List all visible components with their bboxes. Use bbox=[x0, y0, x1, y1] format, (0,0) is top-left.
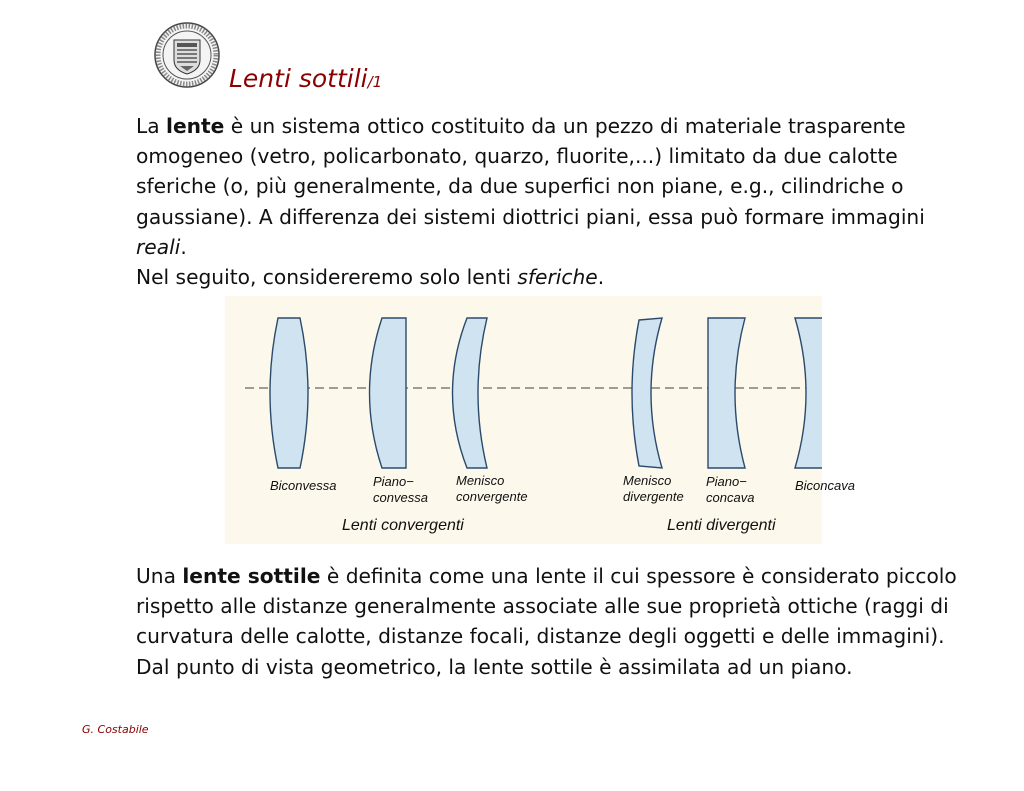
intro-italic-term: sferiche bbox=[517, 265, 598, 290]
lens-piano-convessa-shape bbox=[370, 318, 407, 468]
intro-line-6 bbox=[136, 262, 966, 292]
group-label-divergenti: Lenti divergenti bbox=[667, 517, 776, 534]
intro-line-4: gaussiane). A differenza dei sistemi diottrici piani, essa può formare immagini bbox=[136, 204, 925, 229]
intro-line-3: sferiche (o, più generalmente, da due superfici non piane, e.g., cilindriche o bbox=[136, 174, 904, 199]
intro-line-2: omogeneo (vetro, policarbonato, quarzo, fluorite,...) limitato da due calotte bbox=[136, 144, 898, 169]
label-menisco-convergente bbox=[456, 473, 528, 505]
label-text: Piano− bbox=[706, 474, 747, 489]
intro-line-5 bbox=[136, 232, 966, 262]
lens-types-figure bbox=[225, 296, 855, 544]
intro-text: è un sistema ottico costituito da un pezzo di materiale trasparente bbox=[224, 114, 906, 138]
label-piano-concava bbox=[706, 474, 754, 506]
thin-bold-term: lente sottile bbox=[182, 564, 321, 588]
intro-line-1 bbox=[136, 111, 966, 141]
thin-line-1 bbox=[136, 561, 966, 591]
intro-text: . bbox=[180, 234, 187, 259]
label-piano-convessa bbox=[373, 474, 428, 506]
label-text: convessa bbox=[373, 490, 428, 505]
label-text: divergente bbox=[623, 489, 684, 504]
title-text: Lenti sottili bbox=[229, 64, 368, 93]
label-menisco-divergente bbox=[623, 473, 684, 505]
label-biconcava: Biconcava bbox=[795, 478, 855, 493]
lens-biconvessa-shape bbox=[270, 318, 308, 468]
thin-text: è definita come una lente il cui spessore è considerato piccolo bbox=[320, 564, 957, 588]
footer-author: G. Costabile bbox=[82, 723, 149, 736]
label-text: concava bbox=[706, 490, 755, 505]
page-title bbox=[229, 64, 382, 93]
university-seal-logo bbox=[154, 22, 220, 88]
intro-text: Nel seguito, considereremo solo lenti bbox=[136, 265, 518, 290]
lens-diagram bbox=[225, 296, 822, 544]
lens-menisco-convergente-shape bbox=[453, 318, 488, 468]
intro-text: La bbox=[136, 114, 167, 138]
thin-line-2: rispetto alle distanze generalmente associate alle sue proprietà ottiche (raggi di bbox=[136, 594, 949, 619]
label-text: Piano− bbox=[373, 474, 414, 489]
intro-bold-term: lente bbox=[166, 114, 225, 138]
label-text: Menisco bbox=[623, 473, 672, 488]
lens-biconcava-shape bbox=[795, 318, 822, 468]
thin-text: Una bbox=[136, 564, 183, 588]
title-suffix: /1 bbox=[367, 73, 383, 91]
label-text: convergente bbox=[456, 489, 528, 504]
label-biconvessa: Biconvessa bbox=[270, 478, 337, 493]
group-label-convergenti: Lenti convergenti bbox=[342, 517, 464, 534]
thin-line-4: Dal punto di vista geometrico, la lente sottile è assimilata ad un piano. bbox=[136, 654, 853, 679]
lens-menisco-divergente-shape bbox=[632, 318, 662, 468]
intro-italic-term: reali bbox=[136, 234, 181, 259]
intro-paragraph bbox=[136, 111, 966, 292]
lens-piano-concava-shape bbox=[708, 318, 745, 468]
thin-line-3: curvatura delle calotte, distanze focali, distanze degli oggetti e delle immagini). bbox=[136, 624, 945, 649]
thin-lens-paragraph bbox=[136, 561, 966, 682]
intro-text: . bbox=[597, 265, 605, 290]
label-text: Menisco bbox=[456, 473, 505, 488]
